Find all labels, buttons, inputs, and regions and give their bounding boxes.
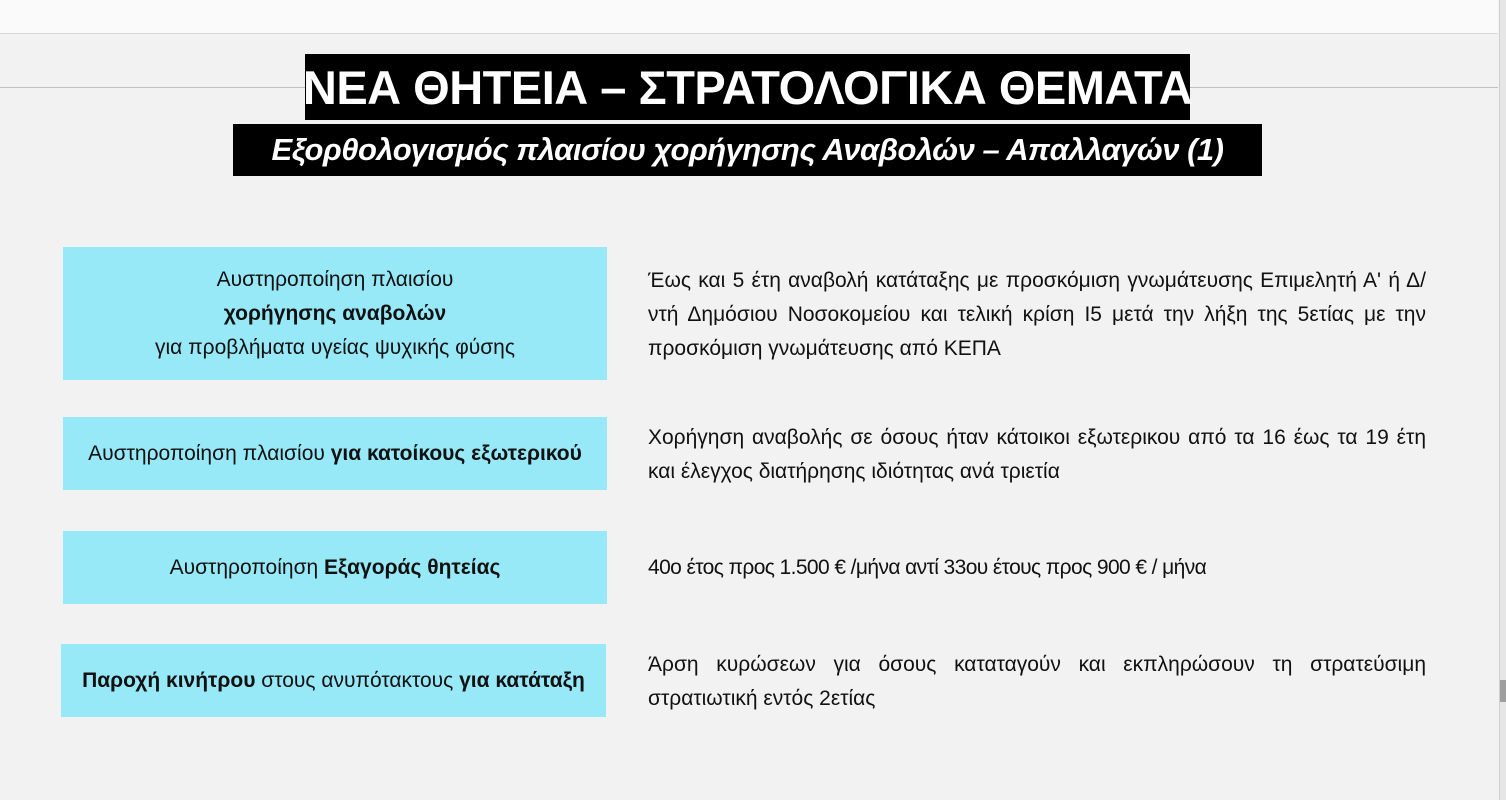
box-line [170,551,501,585]
box-line: για προβλήματα υγείας ψυχικής φύσης [155,335,515,359]
slide-title: ΝΕΑ ΘΗΤΕΙΑ – ΣΤΡΑΤΟΛΟΓΙΚΑ ΘΕΜΑΤΑ [305,54,1190,120]
box-text: στους ανυπότακτους [255,668,460,692]
slide-subtitle: Εξορθολογισμός πλαισίου χορήγησης Αναβολών – Απαλλαγών (1) [233,124,1262,176]
box-text: Αυστηροποίηση [169,555,325,579]
description-residents-abroad: Χορήγηση αναβολής σε όσους ήταν κάτοικοι εξωτερικου από τα 16 έως τα 19 έτη και έλεγχος διατήρησης ιδιότητας ανά τριετία [648,426,1426,483]
category-box-service-buyout [63,531,607,604]
category-box-mental-health [63,247,607,380]
description-mental-health: Έως και 5 έτη αναβολή κατάταξης με προσκόμιση γνωμάτευσης Επιμελητή Α' ή Δ/ντή Δημόσιου Νοσοκομείου και τελική κρίση Ι5 μετά την λήξη της 5ετίας με την προσκόμιση γνωμάτευσης από ΚΕΠΑ [648,269,1426,360]
box-text-bold: Παροχή κινήτρου [82,668,256,692]
box-line [88,437,582,471]
box-line: Αυστηροποίηση πλαισίου [216,267,454,291]
box-line-bold: χορήγησης αναβολών [223,301,447,325]
box-line [82,664,585,698]
box-text: Αυστηροποίηση πλαισίου [88,441,331,465]
description-service-buyout: 40ο έτος προς 1.500 € /μήνα αντί 33ου έτους προς 900 € / μήνα [648,556,1207,579]
scrollbar-thumb[interactable] [1500,680,1506,702]
category-box-residents-abroad [63,417,607,490]
box-text-bold: για κατάταξη [459,668,585,692]
box-text-bold: Εξαγοράς θητείας [324,555,501,579]
box-text-bold: για κατοίκους εξωτερικού [330,441,582,465]
top-toolbar-strip [0,0,1498,34]
description-incentive: Άρση κυρώσεων για όσους καταταγούν και εκπληρώσουν τη στρατεύσιμη στρατιωτική εντός 2ετίας [648,653,1426,710]
category-box-incentive [61,644,606,717]
